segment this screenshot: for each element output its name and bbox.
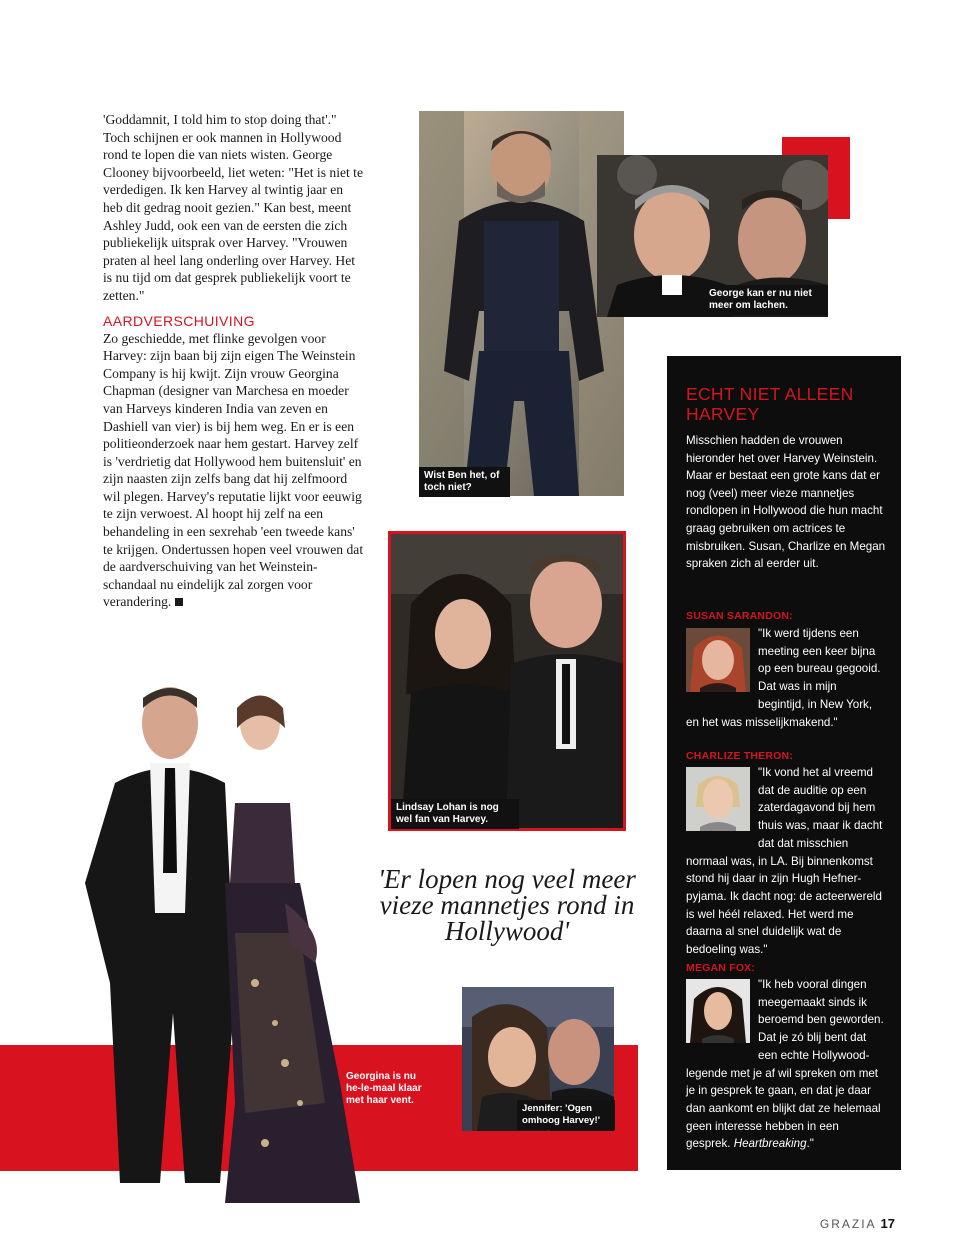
- sidebar-quote-susan: [686, 625, 886, 731]
- caption-georgina: Georgina is nu he-le-maal klaar met haar vent.: [346, 1071, 422, 1106]
- photo-lindsay-lohan-image: [391, 534, 623, 828]
- end-mark-icon: [175, 598, 183, 606]
- sidebar-intro: Misschien hadden de vrouwen hieronder het over Harvey Weinstein. Maar er bestaat een grote kans dat er nog (veel) meer vieze mannetjes rondlopen in Hollywood die hun macht graag gebruiken om actrices te misbruiken. Susan, Charlize en Megan spraken zich al eerder uit.: [686, 434, 886, 571]
- page-footer: [820, 1216, 895, 1231]
- article-paragraph-2: [103, 330, 365, 612]
- sidebar-echt-niet-alleen: [667, 356, 901, 1170]
- pull-quote: 'Er lopen nog veel meer vieze mannetjes rond in Hollywood': [378, 864, 636, 946]
- sidebar-name-megan: MEGAN FOX:: [686, 962, 756, 974]
- portrait-susan-sarandon: [686, 628, 750, 698]
- sidebar-title: ECHT NIET ALLEEN HARVEY: [686, 384, 854, 424]
- article-body: [103, 111, 365, 611]
- photo-harvey-georgina-image: [85, 683, 360, 1203]
- footer-page-number: 17: [880, 1216, 895, 1231]
- sidebar-quote-megan-text: "Ik heb vooral dingen meegemaakt sinds ik beroemd ben geworden. Dat je zó blij bent dat een echte Hollywood-legende met je af wil spreken om met je in gesprek te gaan, en dat je daar dan aankomt en blijkt dat ze helemaal geen interesse hebben in een gesprek.: [686, 978, 884, 1151]
- sidebar-quote-megan-end: .": [806, 1137, 814, 1151]
- article-paragraph-2-text: Zo geschiedde, met flinke gevolgen voor Harvey: zijn baan bij zijn eigen The Weinstein Company is hij kwijt. Zijn vrouw Georgina Chapman (designer van Marchesa en moeder van Harveys kinderen India van zeven en Dashiell van vier) is bij hem weg. En er is een politieonderzoek naar hem gestart. Harvey zelf is 'verdrietig dat Hollywood hem buitensluit' en zijn naasten zijn zelfs bang dat hij zelfmoord wil plegen. Harvey's reputatie lijkt voor eeuwig te zijn verwoest. Al hoopt hij zelf na een behandeling in een sexrehab 'een tweede kans' te krijgen. Ondertussen hopen veel vrouwen dat de aardverschuiving van het Weinstein-schandaal nu eindelijk zal zorgen voor verandering.: [103, 330, 364, 610]
- caption-ben: Wist Ben het, of toch niet?: [419, 467, 510, 497]
- sidebar-quote-susan-text: "Ik werd tijdens een meeting een keer bijna op een bureau gegooid. Dat was in mijn begintijd, in New York, en het was misselijkmakend.": [686, 627, 881, 729]
- sidebar-name-susan: SUSAN SARANDON:: [686, 610, 793, 622]
- photo-ben-affleck-image: [419, 111, 624, 496]
- photo-lindsay-lohan: [388, 531, 626, 831]
- sidebar-name-charlize: CHARLIZE THERON:: [686, 750, 794, 762]
- photo-harvey-georgina: [85, 683, 360, 1203]
- caption-jennifer: Jennifer: 'Ogen omhoog Harvey!': [517, 1100, 615, 1130]
- subhead-aardverschuiving: AARDVERSCHUIVING: [103, 312, 255, 329]
- caption-george: George kan er nu niet meer om lachen.: [704, 285, 828, 315]
- portrait-charlize-image: [686, 767, 750, 831]
- footer-magazine-name: GRAZIA: [819, 1217, 877, 1231]
- portrait-susan-image: [686, 628, 750, 692]
- portrait-megan-fox: [686, 979, 750, 1049]
- article-paragraph-1: 'Goddamnit, I told him to stop doing that'." Toch schijnen er ook mannen in Hollywood rond te lopen die van niets wisten. George Clooney bijvoorbeeld, liet weten: "Het is niet te verdedigen. Ik ken Harvey al twintig jaar en heb dit gedrag nooit gezien." Kan best, meent Ashley Judd, ook een van de eersten die zich publiekelijk uitsprak over Harvey. "Vrouwen praten al heel lang onderling over Harvey. Het is nu tijd om dat gesprek publiekelijk voort te zetten.": [103, 112, 363, 303]
- sidebar-quote-charlize: [686, 764, 886, 959]
- sidebar-quote-megan: [686, 976, 886, 1153]
- photo-ben-affleck: [419, 111, 624, 496]
- sidebar-quote-megan-italic: Heartbreaking: [733, 1137, 807, 1151]
- portrait-charlize-theron: [686, 767, 750, 837]
- sidebar-quote-charlize-text: "Ik vond het al vreemd dat de auditie op een zaterdagavond bij hem thuis was, maar ik dacht dat dat misschien normaal was, in LA. Bij binnenkomst stond hij daar in zijn Hugh Hefner-pyjama. Ik dacht nog: de acteerwereld is wel héél relaxed. Het werd me daarna al snel duidelijk wat de bedoeling was.": [686, 766, 883, 957]
- caption-lindsay: Lindsay Lohan is nog wel fan van Harvey.: [391, 799, 519, 829]
- portrait-megan-image: [686, 979, 750, 1043]
